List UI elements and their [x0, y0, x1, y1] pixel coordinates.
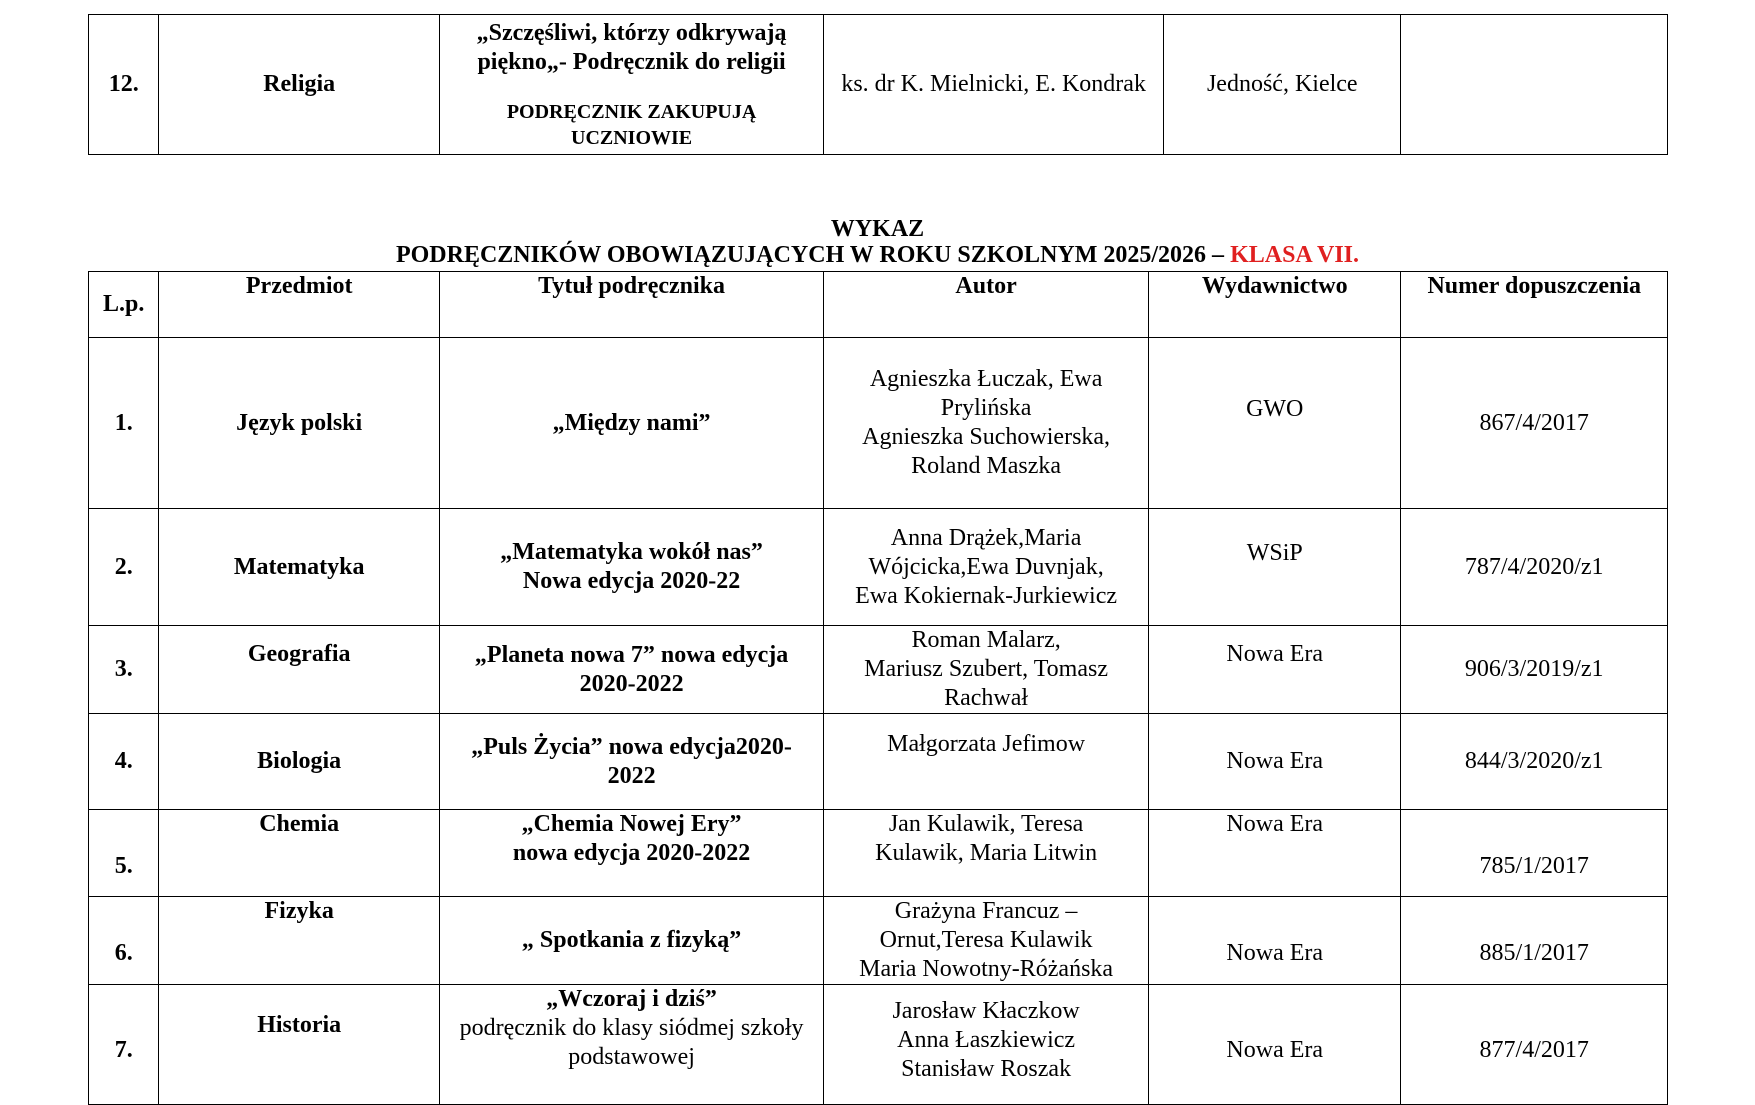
title-extra: podręcznik do klasy siódmej szkoły podstawowej [459, 1015, 804, 1070]
publisher-cell: Nowa Era [1149, 810, 1401, 897]
lp-text: 7. [114, 1037, 133, 1063]
title-cell: „ Spotkania z fizyką” [439, 897, 823, 985]
table-row [89, 810, 1668, 897]
lp-text: 6. [114, 940, 133, 966]
publisher-cell [1149, 338, 1401, 509]
table-row [89, 897, 1668, 985]
publisher-text: Nowa Era [1226, 940, 1324, 966]
author-cell: Grażyna Francuz – Ornut,Teresa Kulawik Maria Nowotny-Różańska [824, 897, 1149, 985]
author-cell: Jan Kulawik, Teresa Kulawik, Maria Litwin [824, 810, 1149, 897]
table-row [89, 626, 1668, 714]
col-header-title: Tytuł podręcznika [439, 272, 823, 338]
number-cell: 867/4/2017 [1401, 338, 1668, 509]
subject-cell [159, 985, 440, 1105]
title-cell: „Planeta nowa 7” nowa edycja 2020-2022 [439, 626, 823, 714]
title-cell: „Puls Życia” nowa edycja2020- 2022 [439, 714, 823, 810]
author-cell [824, 714, 1149, 810]
title-text: „Wczoraj i dziś” [546, 986, 717, 1012]
number-text: 785/1/2017 [1479, 852, 1589, 879]
header-row [89, 272, 1668, 338]
subject-text: Geografia [247, 641, 351, 667]
title-cell [439, 15, 823, 155]
col-header-publisher: Wydawnictwo [1149, 272, 1401, 338]
table-row [89, 509, 1668, 626]
publisher-text: GWO [1246, 395, 1304, 422]
number-text: 877/4/2017 [1479, 1037, 1589, 1063]
table-row [89, 985, 1668, 1105]
number-text: 885/1/2017 [1479, 940, 1589, 966]
lp-cell: 4. [89, 714, 159, 810]
author-cell: Anna Drążek,Maria Wójcicka,Ewa Duvnjak, Ewa Kokiernak-Jurkiewicz [824, 509, 1149, 626]
number-cell: 844/3/2020/z1 [1401, 714, 1668, 810]
title-cell: „Między nami” [439, 338, 823, 509]
table-row [89, 714, 1668, 810]
title-text: „Szczęśliwi, którzy odkrywają piękno„- Podręcznik do religii [476, 19, 787, 75]
number-cell [1401, 15, 1668, 155]
publisher-text: Nowa Era [1226, 1037, 1324, 1063]
author-text: Małgorzata Jefimow [887, 731, 1086, 757]
publisher-cell [1149, 626, 1401, 714]
publisher-cell: Nowa Era [1149, 714, 1401, 810]
heading-title: PODRĘCZNIKÓW OBOWIĄZUJĄCYCH W ROKU SZKOLNYM 2025/2026 – [395, 242, 1225, 268]
textbook-table [88, 271, 1668, 1105]
publisher-cell [1149, 509, 1401, 626]
publisher-cell: Jedność, Kielce [1164, 15, 1401, 155]
heading-line1: WYKAZ [830, 216, 925, 242]
author-cell: Roman Malarz, Mariusz Szubert, Tomasz Rachwał [824, 626, 1149, 714]
subject-text: Historia [257, 1012, 342, 1038]
author-cell: Agnieszka Łuczak, Ewa Prylińska Agnieszka Suchowierska, Roland Maszka [824, 338, 1149, 509]
author-cell: ks. dr K. Mielnicki, E. Kondrak [824, 15, 1164, 155]
publisher-text: Nowa Era [1226, 641, 1324, 667]
table-row [89, 338, 1668, 509]
title-cell: „Chemia Nowej Ery” nowa edycja 2020-2022 [439, 810, 823, 897]
number-cell [1401, 897, 1668, 985]
author-text: Jarosław Kłaczkow Anna Łaszkiewicz Stanisław Roszak [892, 998, 1080, 1082]
previous-table-fragment [88, 14, 1668, 155]
number-cell [1401, 985, 1668, 1105]
subject-cell [159, 626, 440, 714]
number-cell [1401, 810, 1668, 897]
class-label: KLASA VII. [1230, 242, 1360, 268]
col-header-number: Numer dopuszczenia [1401, 272, 1668, 338]
col-header-author: Autor [824, 272, 1149, 338]
subject-cell: Język polski [159, 338, 440, 509]
lp-cell [89, 985, 159, 1105]
lp-cell: 3. [89, 626, 159, 714]
title-cell: „Matematyka wokół nas” Nowa edycja 2020-22 [439, 509, 823, 626]
col-header-lp: L.p. [89, 272, 159, 338]
subject-cell: Matematyka [159, 509, 440, 626]
col-header-subject: Przedmiot [159, 272, 440, 338]
title-cell [439, 985, 823, 1105]
subject-cell: Fizyka [159, 897, 440, 985]
subject-cell: Religia [159, 15, 440, 155]
lp-cell: 12. [89, 15, 159, 155]
publisher-cell [1149, 985, 1401, 1105]
lp-cell [89, 810, 159, 897]
number-cell: 787/4/2020/z1 [1401, 509, 1668, 626]
lp-cell: 1. [89, 338, 159, 509]
table-row [89, 15, 1668, 155]
publisher-text: WSiP [1246, 539, 1303, 566]
lp-cell [89, 897, 159, 985]
publisher-cell [1149, 897, 1401, 985]
heading-line2 [0, 242, 1755, 269]
title-note: PODRĘCZNIK ZAKUPUJĄ UCZNIOWIE [506, 100, 757, 149]
lp-cell: 2. [89, 509, 159, 626]
subject-cell: Chemia [159, 810, 440, 897]
number-cell: 906/3/2019/z1 [1401, 626, 1668, 714]
author-cell [824, 985, 1149, 1105]
subject-cell: Biologia [159, 714, 440, 810]
lp-text: 5. [114, 852, 133, 879]
